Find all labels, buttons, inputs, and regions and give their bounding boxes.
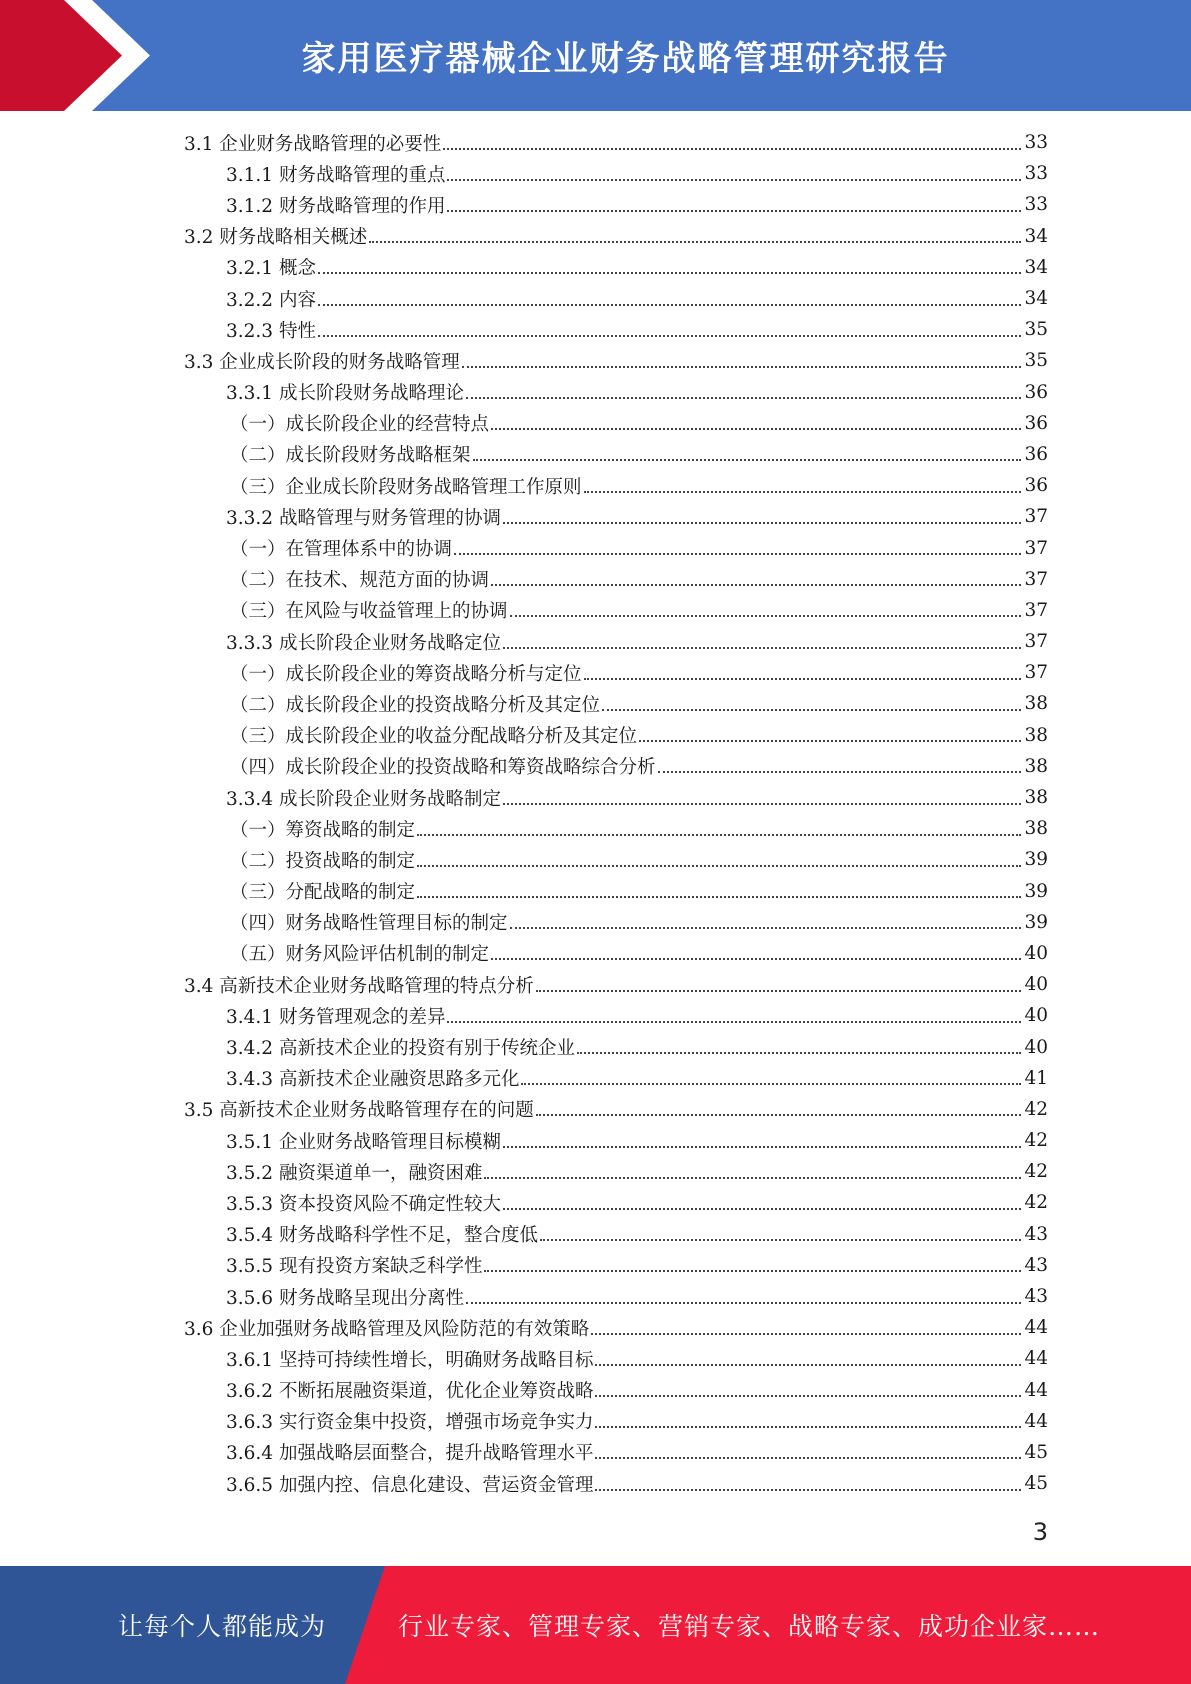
toc-entry[interactable] [184,1187,1048,1218]
toc-dot-leader [473,459,1022,461]
toc-dot-leader [454,553,1021,555]
toc-dot-leader [417,834,1021,836]
toc-entry-page: 45 [1024,1473,1048,1495]
toc-dot-leader [577,1052,1021,1054]
toc-entry-page: 37 [1024,662,1048,684]
toc-dot-leader [584,678,1022,680]
toc-entry[interactable] [184,189,1048,220]
toc-dot-leader [595,1457,1021,1459]
toc-entry-label: 3.6.4 加强战略层面整合，提升战略管理水平 [226,1443,594,1465]
toc-entry-page: 42 [1024,1098,1048,1120]
toc-entry[interactable] [184,813,1048,844]
toc-entry[interactable] [184,314,1048,345]
toc-dot-leader [510,927,1022,929]
toc-entry-label: 3.5.4 财务战略科学性不足，整合度低 [226,1225,538,1247]
toc-dot-leader [491,958,1021,960]
toc-entry[interactable] [184,751,1048,782]
toc-dot-leader [484,1270,1021,1272]
toc-entry[interactable] [184,720,1048,751]
toc-dot-leader [510,615,1022,617]
toc-entry[interactable] [184,1437,1048,1468]
toc-dot-leader [584,491,1022,493]
toc-entry-label: 3.2.3 特性 [226,320,316,342]
toc-entry[interactable] [184,1312,1048,1343]
toc-entry[interactable] [184,1031,1048,1062]
toc-dot-leader [595,1489,1021,1491]
toc-entry-page: 39 [1024,880,1048,902]
toc-dot-leader [658,771,1022,773]
toc-entry-page: 36 [1024,381,1048,403]
toc-dot-leader [540,1239,1021,1241]
toc-entry-label: （二）成长阶段财务战略框架 [230,445,471,467]
toc-entry-page: 34 [1024,225,1048,247]
toc-dot-leader [595,1395,1021,1397]
toc-entry-page: 40 [1024,1036,1048,1058]
toc-entry-label: 3.5.6 财务战略呈现出分离性 [226,1287,464,1309]
toc-entry-page: 45 [1024,1441,1048,1463]
toc-dot-leader [417,865,1021,867]
toc-entry[interactable] [184,1000,1048,1031]
toc-entry-page: 44 [1024,1410,1048,1432]
toc-entry-label: （二）成长阶段企业的投资战略分析及其定位 [230,694,601,716]
toc-entry-label: （一）筹资战略的制定 [230,819,416,841]
toc-entry-page: 37 [1024,599,1048,621]
toc-entry-label: 3.2.2 内容 [226,289,316,311]
toc-entry[interactable] [184,377,1048,408]
toc-entry-page: 40 [1024,1005,1048,1027]
toc-dot-leader [503,1146,1021,1148]
toc-entry-page: 43 [1024,1223,1048,1245]
toc-entry-page: 33 [1024,194,1048,216]
toc-entry[interactable] [184,439,1048,470]
toc-entry-page: 38 [1024,724,1048,746]
toc-entry-page: 36 [1024,475,1048,497]
toc-dot-leader [484,1177,1021,1179]
toc-entry-label: 3.1 企业财务战略管理的必要性 [184,133,442,155]
toc-dot-leader [595,1426,1021,1428]
toc-entry[interactable] [184,564,1048,595]
toc-entry[interactable] [184,1219,1048,1250]
toc-entry-label: 3.5.2 融资渠道单一，融资困难 [226,1162,483,1184]
toc-entry-page: 33 [1024,132,1048,154]
toc-entry-page: 35 [1024,319,1048,341]
toc-entry[interactable] [184,158,1048,189]
toc-dot-leader [369,241,1021,243]
toc-entry-label: 3.6.3 实行资金集中投资，增强市场竞争实力 [226,1412,594,1434]
toc-entry-page: 43 [1024,1254,1048,1276]
toc-entry-label: 3.4.2 高新技术企业的投资有别于传统企业 [226,1038,575,1060]
toc-dot-leader [447,1021,1021,1023]
toc-dot-leader [521,1083,1021,1085]
toc-entry[interactable] [184,1343,1048,1374]
toc-entry[interactable] [184,283,1048,314]
toc-dot-leader [503,522,1021,524]
toc-entry-label: （三）企业成长阶段财务战略管理工作原则 [230,476,582,498]
toc-entry-label: （三）分配战略的制定 [230,882,416,904]
toc-dot-leader [447,179,1021,181]
toc-dot-leader [491,584,1021,586]
toc-entry-page: 36 [1024,443,1048,465]
toc-entry-label: （三）成长阶段企业的收益分配战略分析及其定位 [230,726,638,748]
toc-entry-label: （五）财务风险评估机制的制定 [230,944,490,966]
toc-entry[interactable] [184,1094,1048,1125]
toc-entry-label: 3.5 高新技术企业财务战略管理存在的问题 [184,1100,534,1122]
toc-entry-label: 3.5.5 现有投资方案缺乏科学性 [226,1256,483,1278]
toc-entry[interactable] [184,501,1048,532]
toc-entry-page: 44 [1024,1379,1048,1401]
toc-entry-page: 41 [1024,1067,1048,1089]
toc-entry[interactable] [184,1156,1048,1187]
toc-entry-page: 33 [1024,163,1048,185]
toc-dot-leader [466,397,1021,399]
toc-entry[interactable] [184,470,1048,501]
footer-slogan-left: 让每个人都能成为 [118,1612,327,1641]
toc-entry[interactable] [184,1250,1048,1281]
toc-dot-leader [503,803,1021,805]
toc-entry[interactable] [184,907,1048,938]
toc-entry-page: 44 [1024,1317,1048,1339]
toc-entry[interactable] [184,1125,1048,1156]
toc-entry[interactable] [184,1063,1048,1094]
toc-entry-label: 3.2 财务战略相关概述 [184,227,368,249]
toc-entry-page: 40 [1024,974,1048,996]
toc-dot-leader [536,1114,1022,1116]
toc-entry-label: （三）在风险与收益管理上的协调 [230,601,508,623]
toc-dot-leader [503,647,1021,649]
toc-entry-label: 3.1.1 财务战略管理的重点 [226,164,446,186]
toc-dot-leader [591,1333,1021,1335]
footer-slogan-right: 行业专家、管理专家、营销专家、战略专家、成功企业家…… [398,1612,1101,1641]
toc-entry[interactable] [184,688,1048,719]
toc-dot-leader [318,272,1022,274]
page-footer [0,1566,1191,1684]
page-header [0,0,1191,111]
toc-entry-label: 3.2.1 概念 [226,258,316,280]
toc-entry-label: （一）成长阶段企业的筹资战略分析与定位 [230,663,582,685]
toc-entry[interactable] [184,408,1048,439]
toc-entry[interactable] [184,876,1048,907]
toc-entry-label: 3.4.1 财务管理观念的差异 [226,1006,446,1028]
toc-entry-label: 3.6.5 加强内控、信息化建设、营运资金管理 [226,1474,594,1496]
toc-entry-page: 34 [1024,256,1048,278]
toc-entry-label: 3.3 企业成长阶段的财务战略管理 [184,351,460,373]
toc-dot-leader [595,1364,1021,1366]
toc-entry-label: 3.1.2 财务战略管理的作用 [226,195,446,217]
toc-dot-leader [503,1208,1021,1210]
toc-entry-label: 3.3.1 成长阶段财务战略理论 [226,383,464,405]
toc-entry-label: （四）财务战略性管理目标的制定 [230,913,508,935]
toc-entry-label: （二）投资战略的制定 [230,850,416,872]
toc-entry[interactable] [184,595,1048,626]
toc-dot-leader [602,709,1021,711]
toc-dot-leader [417,896,1021,898]
toc-entry-label: 3.3.2 战略管理与财务管理的协调 [226,507,501,529]
toc-entry-page: 42 [1024,1192,1048,1214]
toc-dot-leader [318,304,1022,306]
toc-entry-label: 3.3.3 成长阶段企业财务战略定位 [226,632,501,654]
toc-entry-label: 3.6.1 坚持可持续性增长，明确财务战略目标 [226,1349,594,1371]
toc-dot-leader [443,148,1021,150]
toc-entry[interactable] [184,221,1048,252]
toc-entry[interactable] [184,782,1048,813]
toc-dot-leader [447,210,1021,212]
toc-entry-page: 35 [1024,350,1048,372]
toc-entry-page: 37 [1024,631,1048,653]
toc-entry-page: 39 [1024,911,1048,933]
toc-dot-leader [318,335,1022,337]
toc-entry-label: 3.4.3 高新技术企业融资思路多元化 [226,1069,520,1091]
toc-entry-page: 38 [1024,787,1048,809]
toc-entry[interactable] [184,1468,1048,1499]
toc-entry-page: 39 [1024,849,1048,871]
toc-entry-page: 37 [1024,506,1048,528]
toc-entry-page: 38 [1024,693,1048,715]
toc-entry-page: 44 [1024,1348,1048,1370]
page-number: 3 [1032,1518,1048,1546]
toc-dot-leader [536,990,1022,992]
toc-entry[interactable] [184,1281,1048,1312]
toc-entry[interactable] [184,1375,1048,1406]
toc-entry-label: （二）在技术、规范方面的协调 [230,570,490,592]
report-title: 家用医疗器械企业财务战略管理研究报告 [301,39,950,79]
toc-entry-label: （一）在管理体系中的协调 [230,539,453,561]
toc-entry-label: 3.6 企业加强财务战略管理及风险防范的有效策略 [184,1318,590,1340]
toc-entry-label: （一）成长阶段企业的经营特点 [230,414,490,436]
toc-dot-leader [491,428,1021,430]
toc-entry[interactable] [184,532,1048,563]
toc-entry-page: 37 [1024,537,1048,559]
toc-entry[interactable] [184,1406,1048,1437]
toc-dot-leader [639,740,1021,742]
toc-entry[interactable] [184,657,1048,688]
toc-entry-label: 3.6.2 不断拓展融资渠道，优化企业筹资战略 [226,1381,594,1403]
toc-entry[interactable] [184,127,1048,158]
toc-entry[interactable] [184,626,1048,657]
toc-dot-leader [466,1302,1021,1304]
toc-entry-label: 3.4 高新技术企业财务战略管理的特点分析 [184,975,534,997]
toc-entry[interactable] [184,252,1048,283]
toc-entry[interactable] [184,844,1048,875]
toc-entry-label: 3.3.4 成长阶段企业财务战略制定 [226,788,501,810]
toc-entry[interactable] [184,345,1048,376]
toc-entry-page: 38 [1024,755,1048,777]
toc-dot-leader [462,366,1022,368]
toc-entry-label: 3.5.3 资本投资风险不确定性较大 [226,1193,501,1215]
toc-entry-page: 40 [1024,942,1048,964]
toc-entry-page: 36 [1024,412,1048,434]
toc-entry-page: 42 [1024,1130,1048,1152]
toc-entry-label: 3.5.1 企业财务战略管理目标模糊 [226,1131,501,1153]
toc-entry[interactable] [184,969,1048,1000]
toc-entry[interactable] [184,938,1048,969]
toc-entry-label: （四）成长阶段企业的投资战略和筹资战略综合分析 [230,757,656,779]
toc-entry-page: 37 [1024,568,1048,590]
toc-entry-page: 43 [1024,1286,1048,1308]
toc-entry-page: 38 [1024,818,1048,840]
table-of-contents [184,127,1048,1499]
toc-entry-page: 34 [1024,288,1048,310]
toc-entry-page: 42 [1024,1161,1048,1183]
